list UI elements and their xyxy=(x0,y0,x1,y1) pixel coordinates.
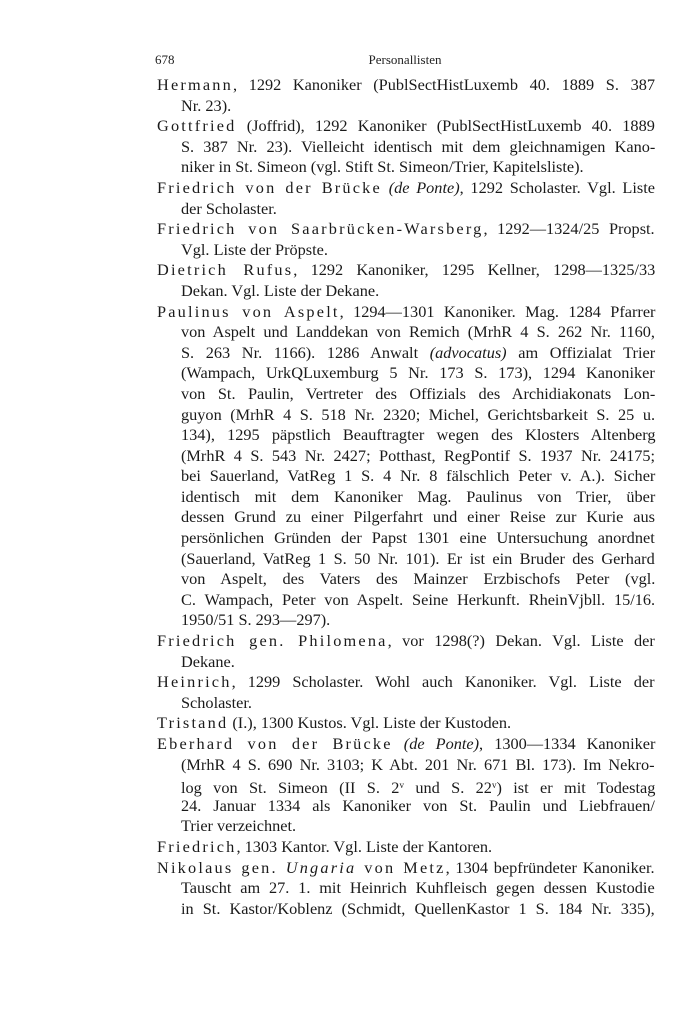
text-run: und S. 22 xyxy=(403,778,492,798)
text-run: , 1299 Scholaster. Wohl auch Kanoniker. Vgl. Liste der xyxy=(231,672,655,692)
text-run: (MrhR 4 S. 690 Nr. 3103; K Abt. 201 Nr. 671 Bl. 173). Im Nekro- xyxy=(181,754,655,774)
text-run: C. Wampach, Peter von Aspelt. Seine Herkunft. RheinVjbll. 15/16. xyxy=(181,589,656,609)
text-run: (I.), 1300 Kustos. Vgl. Liste der Kustoden. xyxy=(228,713,512,733)
entry-first-line xyxy=(157,302,655,323)
entry-line xyxy=(157,343,655,364)
person-name: Gottfried xyxy=(157,116,237,136)
text-run: am Offizialat Trier xyxy=(506,342,656,362)
entry-first-line xyxy=(157,631,655,652)
text-run: , 1292 Kanoniker (PublSectHistLuxemb 40. 1889 S. 387 xyxy=(232,75,655,94)
text-run: , 1300—1334 Kanoniker xyxy=(479,734,656,753)
entry-line xyxy=(157,363,655,384)
list-entry xyxy=(157,260,655,301)
text-run: persönlichen Gründen der Papst 1301 eine Untersuchung anordnet xyxy=(181,528,655,548)
person-name: Heinrich xyxy=(157,672,232,692)
person-name: Friedrich von der Brücke xyxy=(157,177,382,197)
entry-first-line xyxy=(157,672,655,693)
text-run: (Sauerland, VatReg 1 S. 50 Nr. 101). Er ist ein Bruder des Gerhard xyxy=(181,548,655,568)
entry-line xyxy=(157,652,655,673)
page-number: 678 xyxy=(155,52,175,67)
person-name: Paulinus von Aspelt xyxy=(157,301,340,321)
entry-line xyxy=(157,755,655,776)
text-run: identisch mit dem Kanoniker Mag. Paulinus von Trier, über xyxy=(181,486,656,506)
italic-term: (de Ponte) xyxy=(403,734,480,753)
entry-line xyxy=(157,569,655,590)
list-entry xyxy=(157,837,655,858)
text-run: von St. Paulin, Vertreter des Offizials des Archidiakonats Lon- xyxy=(181,383,656,403)
person-name: Nikolaus gen. xyxy=(157,857,286,877)
list-entry xyxy=(157,858,655,920)
entry-line xyxy=(157,487,655,508)
text-run xyxy=(393,734,404,753)
text-run: Nr. 23). xyxy=(181,95,232,115)
entry-line xyxy=(157,96,655,117)
text-run: S. 387 Nr. 23). Vielleicht identisch mit dem gleichnamigen Kano- xyxy=(181,136,656,156)
text-run: bei Sauerland, VatReg 1 S. 4 Nr. 8 fälschlich Peter v. A.). Sicher xyxy=(181,466,656,486)
person-name: Friedrich xyxy=(157,836,237,856)
text-run: , 1303 Kantor. Vgl. Liste der Kantoren. xyxy=(236,836,493,856)
person-name: Dietrich Rufus xyxy=(157,260,294,280)
entry-line xyxy=(157,240,655,261)
text-run: (MrhR 4 S. 543 Nr. 2427; Potthast, RegPontif S. 1937 Nr. 24175; xyxy=(181,445,656,465)
italic-term: (advocatus) xyxy=(429,342,507,362)
text-run: , 1304 bepfründeter Kanoniker. xyxy=(445,857,655,877)
entry-line xyxy=(157,384,655,405)
running-head xyxy=(155,52,655,72)
entry-line xyxy=(157,796,655,817)
entry-line xyxy=(157,878,655,899)
entry-first-line xyxy=(157,178,655,199)
text-run: S. 263 Nr. 1166). 1286 Anwalt xyxy=(181,342,430,362)
text-run: 1950/51 S. 293—297). xyxy=(181,610,331,630)
entry-first-line xyxy=(157,260,655,281)
list-entry xyxy=(157,219,655,260)
text-run: 24. Januar 1334 als Kanoniker von St. Paulin und Liebfrauen/ xyxy=(181,795,655,815)
list-entry xyxy=(157,631,655,672)
list-entry xyxy=(157,302,655,632)
entry-line xyxy=(157,281,655,302)
personnel-list xyxy=(157,75,655,919)
text-run: Dekane. xyxy=(181,651,235,671)
text-run xyxy=(382,178,389,197)
list-entry xyxy=(157,734,655,837)
person-name: Eberhard von der Brücke xyxy=(157,734,393,753)
entry-first-line xyxy=(157,75,655,96)
text-run: , 1294—1301 Kanoniker. Mag. 1284 Pfarrer xyxy=(339,301,656,321)
person-name: Tristand xyxy=(157,713,229,733)
entry-line xyxy=(157,775,655,796)
entry-line xyxy=(157,405,655,426)
entry-first-line xyxy=(157,858,655,879)
entry-line xyxy=(157,446,655,467)
superscript: v xyxy=(399,780,404,791)
running-title: Personallisten xyxy=(368,52,442,67)
list-entry xyxy=(157,116,655,178)
entry-first-line xyxy=(157,837,655,858)
text-run: von Aspelt, des Vaters des Mainzer Erzbischofs Peter (vgl. xyxy=(181,569,656,589)
list-entry xyxy=(157,178,655,219)
entry-line xyxy=(157,507,655,528)
text-run: ) ist er mit Todestag xyxy=(496,778,656,798)
text-run: Dekan. Vgl. Liste der Dekane. xyxy=(181,280,380,300)
text-run: , vor 1298(?) Dekan. Vgl. Liste der xyxy=(387,631,655,651)
entry-line xyxy=(157,157,655,178)
entry-line xyxy=(157,425,655,446)
entry-line xyxy=(157,466,655,487)
text-run: guyon (MrhR 4 S. 518 Nr. 2320; Michel, Gerichtsbarkeit S. 25 u. xyxy=(181,404,656,424)
person-name: von Metz xyxy=(356,857,446,877)
text-run: , 1292 Scholaster. Vgl. Liste xyxy=(459,177,655,197)
text-run: in St. Kastor/Koblenz (Schmidt, QuellenKastor 1 S. 184 Nr. 335), xyxy=(181,898,655,918)
list-entry xyxy=(157,713,655,734)
superscript: v xyxy=(491,780,497,791)
text-run: Trier verzeichnet. xyxy=(181,816,297,836)
entry-line xyxy=(157,899,655,920)
italic-term: (de Ponte) xyxy=(388,177,460,197)
list-entry xyxy=(157,75,655,116)
text-run: Tauscht am 27. 1. mit Heinrich Kuhfleisch gegen dessen Kustodie xyxy=(181,878,655,898)
text-run: Scholaster. xyxy=(181,692,252,712)
text-run: von Aspelt und Landdekan von Remich (MrhR 4 S. 262 Nr. 1160, xyxy=(181,322,655,342)
entry-line xyxy=(157,816,655,837)
entry-line xyxy=(157,137,655,158)
text-run: 134), 1295 päpstlich Beauftragter wegen des Klosters Altenberg xyxy=(181,425,656,445)
text-run: (Wampach, UrkQLuxemburg 5 Nr. 173 S. 173), 1294 Kanoniker xyxy=(181,363,655,383)
text-run: (Joffrid), 1292 Kanoniker (PublSectHistLuxemb 40. 1889 xyxy=(236,116,655,136)
person-name: Ungaria xyxy=(285,857,357,877)
text-run: niker in St. Simeon (vgl. Stift St. Simeon/Trier, Kapitelsliste). xyxy=(181,157,584,177)
text-run: , 1292—1324/25 Propst. xyxy=(483,219,655,239)
entry-line xyxy=(157,549,655,570)
entry-line xyxy=(157,199,655,220)
person-name: Friedrich von Saarbrücken-Warsberg xyxy=(157,219,484,239)
person-name: Friedrich gen. Philomena xyxy=(157,631,388,651)
text-run: dessen Grund zu einer Pilgerfahrt und einer Reise zur Kurie aus xyxy=(181,507,655,527)
entry-line xyxy=(157,528,655,549)
entry-line xyxy=(157,590,655,611)
text-run: Vgl. Liste der Pröpste. xyxy=(181,239,328,259)
list-entry xyxy=(157,672,655,713)
entry-first-line xyxy=(157,219,655,240)
entry-line xyxy=(157,322,655,343)
entry-line xyxy=(157,610,655,631)
text-run: der Scholaster. xyxy=(181,198,277,218)
text-run: log von St. Simeon (II S. 2 xyxy=(181,778,400,798)
person-name: Hermann xyxy=(157,75,233,94)
entry-first-line xyxy=(157,116,655,137)
text-run: , 1292 Kanoniker, 1295 Kellner, 1298—1325/33 xyxy=(293,260,656,280)
entry-first-line xyxy=(157,713,655,734)
entry-first-line xyxy=(157,734,655,755)
entry-line xyxy=(157,693,655,714)
